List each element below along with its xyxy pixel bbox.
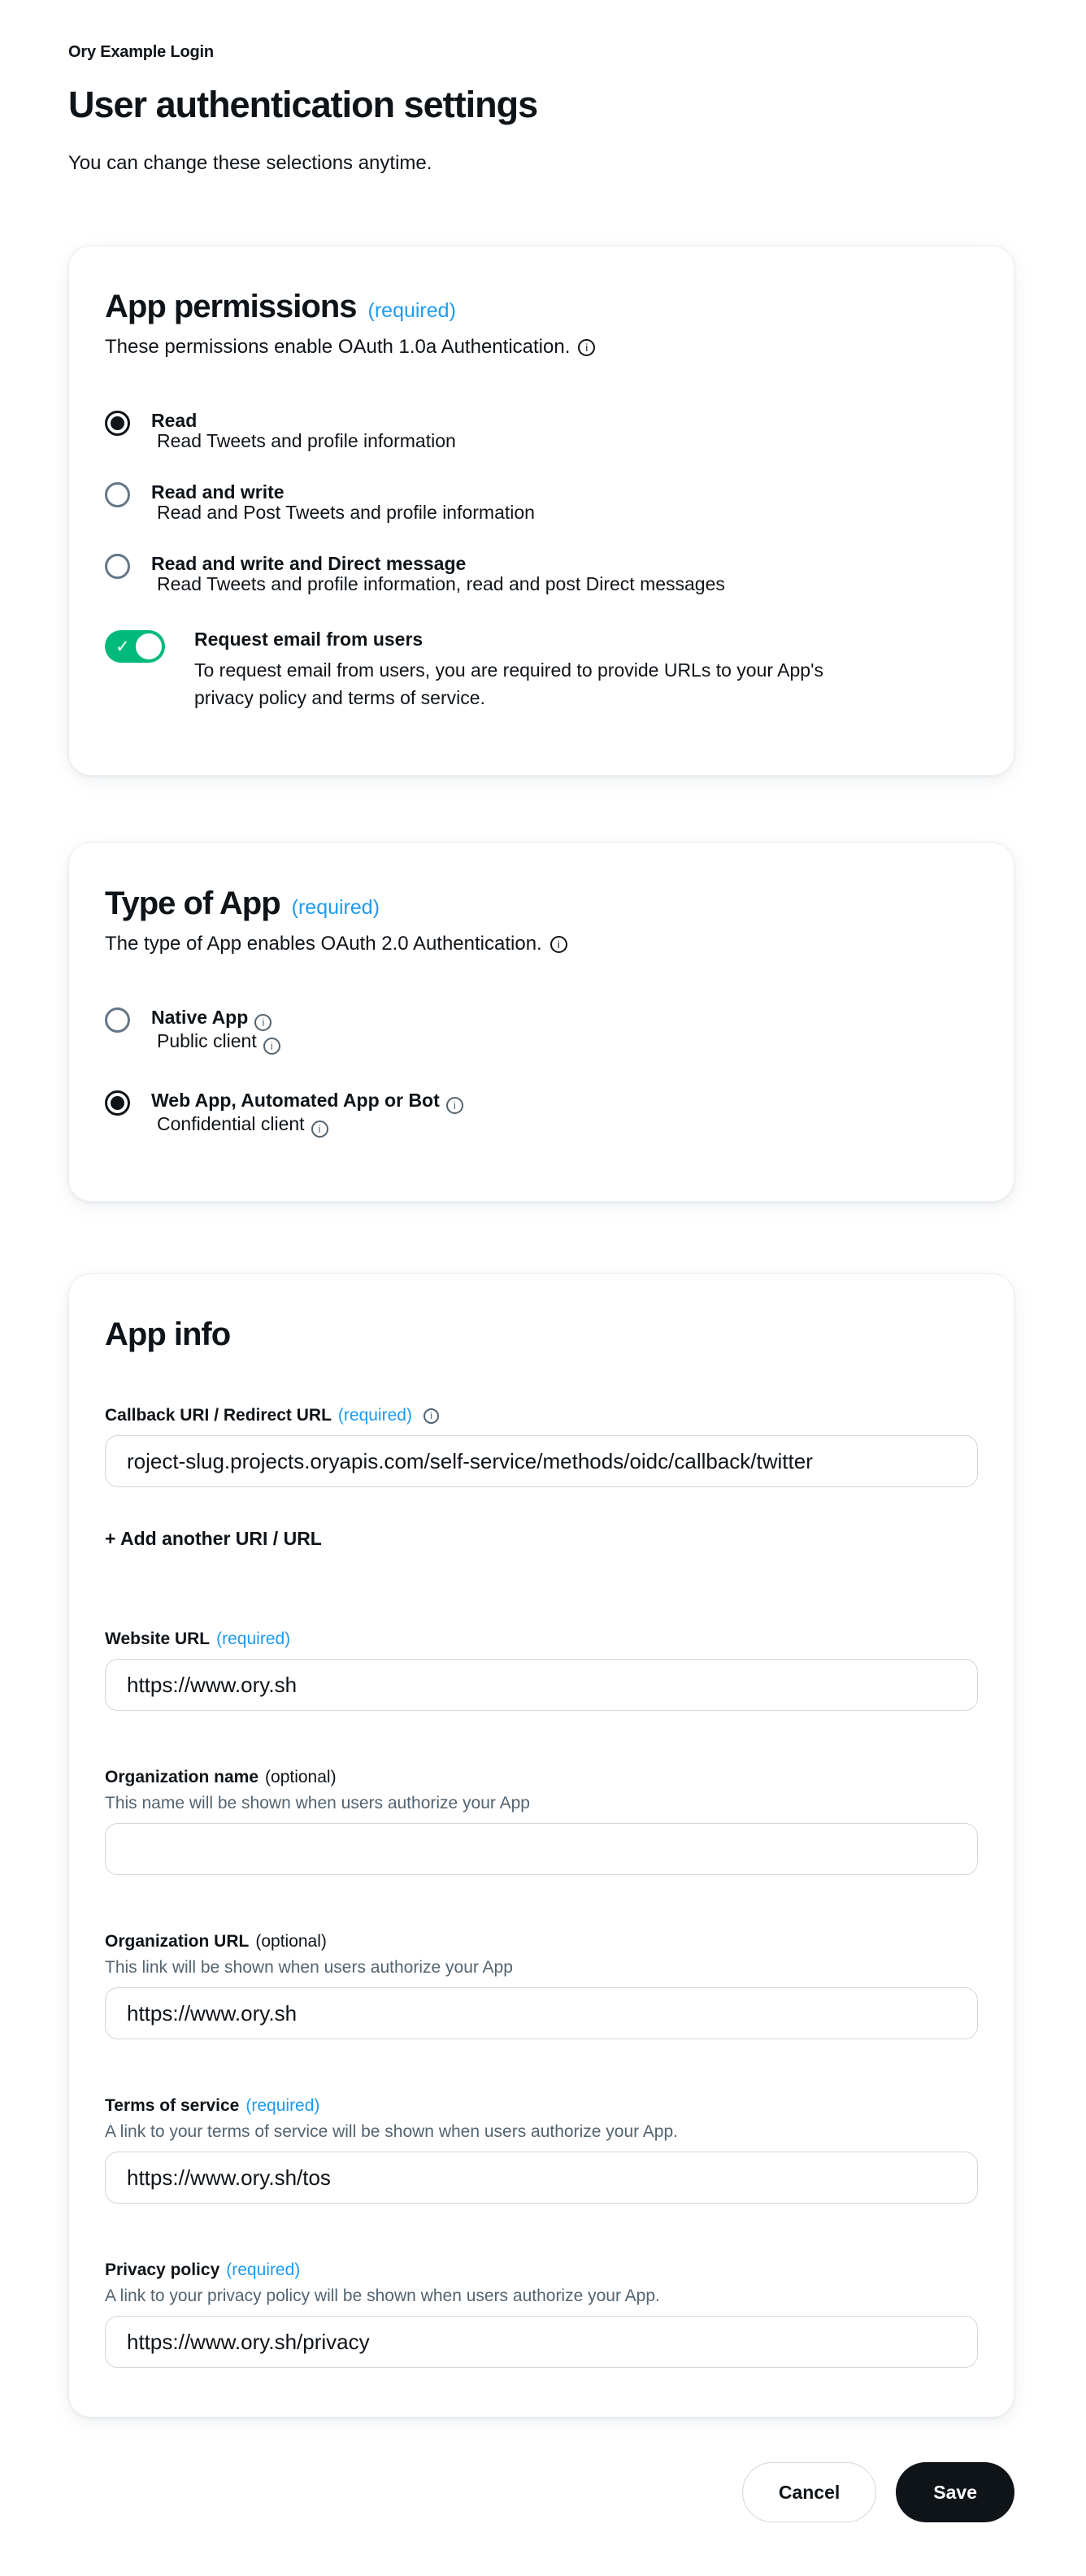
page-subtitle: You can change these selections anytime. (68, 152, 432, 174)
field-terms-of-service (105, 2096, 978, 2204)
radio-label-text: Web App, Automated App or Bot (151, 1090, 440, 1111)
info-icon[interactable]: i (424, 1408, 439, 1424)
check-icon: ✓ (115, 637, 130, 656)
field-label-row (105, 2096, 978, 2116)
radio-texts (151, 1090, 463, 1138)
info-icon[interactable]: i (550, 936, 567, 953)
radio-texts (151, 1007, 280, 1055)
field-label-row (105, 1406, 978, 1425)
radio-option-web-app[interactable] (105, 1090, 978, 1138)
field-label-row (105, 1768, 978, 1787)
save-button[interactable]: Save (896, 2462, 1014, 2522)
type-of-app-title: Type of App (105, 886, 280, 921)
app-info-title: App info (105, 1316, 231, 1352)
field-organization-name (105, 1768, 978, 1875)
field-label: Organization name (105, 1768, 259, 1786)
field-callback-url (105, 1406, 978, 1487)
info-icon[interactable]: i (254, 1014, 272, 1031)
info-icon[interactable]: i (311, 1120, 328, 1138)
radio-unchecked-icon[interactable] (105, 1007, 130, 1033)
app-permissions-heading (105, 287, 978, 326)
required-label: (required) (367, 299, 456, 322)
radio-checked-icon[interactable] (105, 1090, 130, 1116)
field-label-row (105, 1630, 978, 1649)
organization-url-input[interactable] (105, 1987, 978, 2039)
field-required-label: (required) (216, 1630, 291, 1648)
app-info-card (68, 1273, 1014, 2417)
field-optional-label: (optional) (255, 1932, 327, 1951)
app-permissions-description (105, 336, 978, 359)
website-url-input[interactable] (105, 1659, 978, 1711)
app-title: Ory Example Login (68, 43, 214, 61)
radio-sublabel-text: Confidential client (157, 1113, 305, 1134)
privacy-policy-input[interactable] (105, 2316, 978, 2368)
radio-label-text: Native App (151, 1007, 249, 1028)
field-label: Terms of service (105, 2096, 240, 2115)
field-label: Callback URI / Redirect URL (105, 1406, 332, 1425)
request-email-row (105, 629, 978, 711)
field-label: Website URL (105, 1630, 211, 1648)
field-website-url (105, 1630, 978, 1711)
radio-label (151, 1090, 463, 1114)
field-optional-label: (optional) (265, 1768, 337, 1786)
request-email-label: Request email from users (194, 629, 424, 650)
field-label-row (105, 1932, 978, 1952)
field-required-label: (required) (337, 1406, 412, 1425)
type-of-app-options (105, 1007, 978, 1138)
radio-texts (151, 411, 456, 451)
radio-sublabel: Read Tweets and profile information, read and post Direct messages (157, 573, 725, 594)
request-email-description: To request email from users, you are required to provide URLs to your App's privacy policy and terms of service. (194, 659, 823, 708)
field-label-row (105, 2261, 978, 2280)
radio-label: Read and write and Direct message (151, 553, 467, 574)
type-of-app-card (68, 842, 1014, 1202)
info-icon[interactable]: i (578, 339, 595, 356)
field-helper: A link to your terms of service will be shown when users authorize your App. (105, 2122, 678, 2141)
radio-sublabel: Read Tweets and profile information (157, 430, 456, 451)
radio-label: Read (151, 410, 198, 431)
footer-actions (68, 2462, 1014, 2522)
cancel-button[interactable]: Cancel (742, 2462, 876, 2522)
radio-sublabel: Read and Post Tweets and profile information (157, 502, 535, 523)
radio-label: Read and write (151, 481, 285, 503)
radio-option-native-app[interactable] (105, 1007, 978, 1055)
field-privacy-policy (105, 2261, 978, 2368)
field-required-label: (required) (226, 2261, 301, 2279)
app-permissions-options (105, 411, 978, 594)
page-title: User authentication settings (68, 84, 538, 125)
toggle-texts (194, 629, 836, 711)
radio-unchecked-icon[interactable] (105, 554, 130, 579)
request-email-toggle[interactable] (105, 630, 165, 663)
field-helper: A link to your privacy policy will be shown when users authorize your App. (105, 2287, 660, 2305)
field-label: Privacy policy (105, 2261, 220, 2279)
radio-sublabel-text: Public client (157, 1030, 257, 1051)
radio-unchecked-icon[interactable] (105, 482, 130, 507)
app-info-heading (105, 1315, 978, 1354)
radio-option-read-write[interactable] (105, 482, 978, 523)
toggle-knob[interactable] (136, 633, 162, 659)
radio-option-read[interactable] (105, 411, 978, 451)
callback-url-input[interactable] (105, 1435, 978, 1487)
add-uri-button[interactable]: + Add another URI / URL (105, 1528, 322, 1549)
field-organization-url (105, 1932, 978, 2039)
radio-texts (151, 482, 535, 523)
field-helper: This name will be shown when users authorize your App (105, 1794, 530, 1812)
radio-option-read-write-dm[interactable] (105, 554, 978, 594)
radio-sublabel (151, 1031, 280, 1055)
radio-checked-icon[interactable] (105, 411, 130, 436)
field-required-label: (required) (245, 2096, 320, 2115)
field-label: Organization URL (105, 1932, 250, 1951)
type-of-app-description-text: The type of App enables OAuth 2.0 Authentication. (105, 933, 542, 955)
app-permissions-description-text: These permissions enable OAuth 1.0a Authentication. (105, 336, 571, 358)
terms-of-service-input[interactable] (105, 2152, 978, 2204)
info-icon[interactable]: i (263, 1038, 280, 1055)
app-permissions-title: App permissions (105, 289, 357, 324)
radio-label (151, 1007, 280, 1031)
info-icon[interactable]: i (446, 1097, 463, 1114)
organization-name-input[interactable] (105, 1823, 978, 1875)
required-label: (required) (291, 896, 380, 919)
radio-texts (151, 554, 725, 594)
radio-sublabel (151, 1114, 463, 1138)
type-of-app-description (105, 933, 978, 955)
type-of-app-heading (105, 884, 978, 923)
app-permissions-card (68, 246, 1014, 776)
field-helper: This link will be shown when users authorize your App (105, 1958, 513, 1977)
